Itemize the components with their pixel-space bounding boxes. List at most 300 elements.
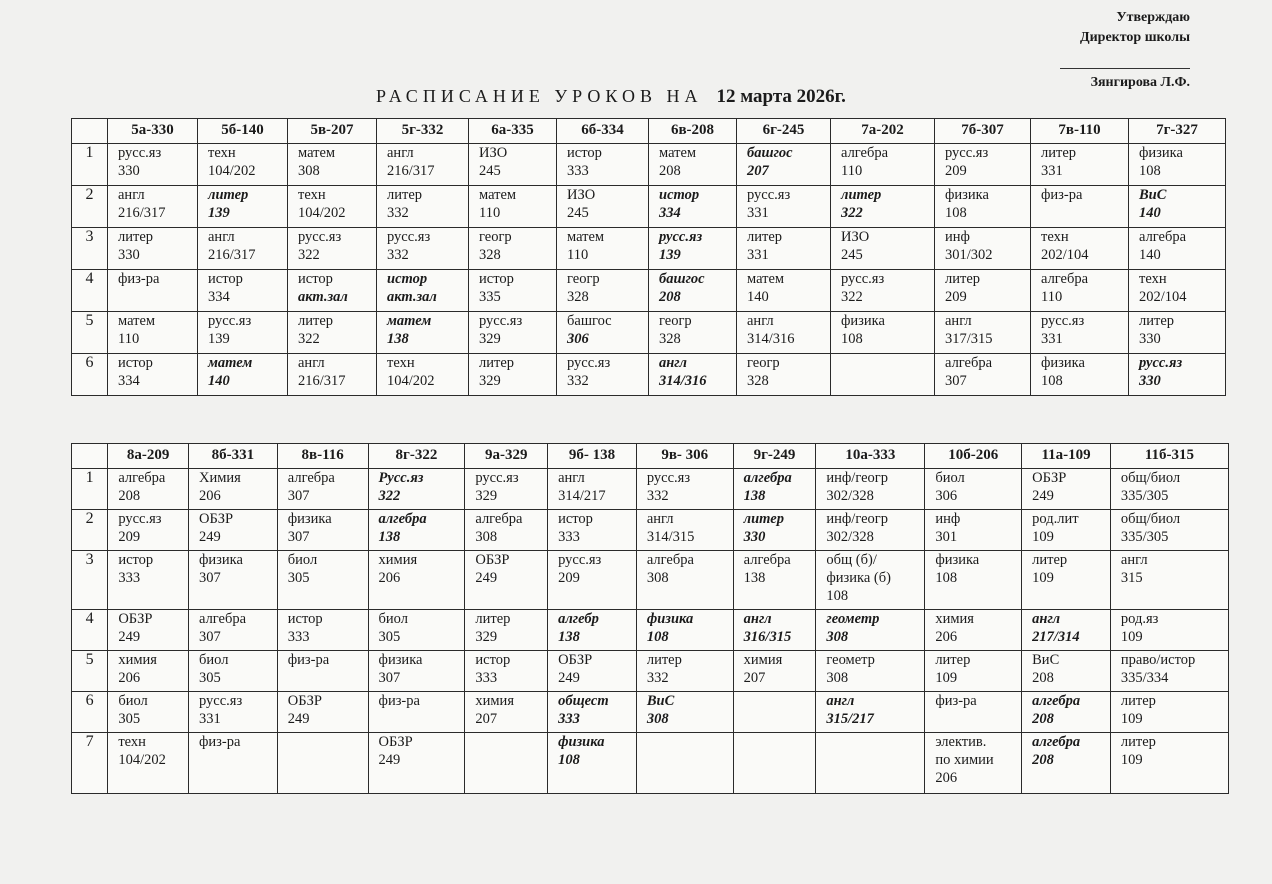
lesson-cell	[557, 312, 649, 354]
room-text: 140	[747, 289, 769, 305]
room-text: 335/305	[1120, 529, 1169, 545]
subject-text: англ	[826, 693, 855, 709]
lesson-cell	[816, 692, 925, 733]
table-row	[72, 510, 1229, 551]
lesson-cell	[1110, 551, 1228, 610]
room-text: 109	[1120, 711, 1143, 727]
lesson-cell	[649, 312, 737, 354]
class-header: 5в-207	[288, 119, 377, 144]
lesson-cell	[831, 354, 935, 396]
room-text: 140	[208, 373, 230, 389]
lesson-cell	[1129, 270, 1226, 312]
corner-cell	[72, 119, 108, 144]
room-text: 139	[208, 205, 230, 221]
room-text: 108	[841, 331, 863, 347]
lesson-cell	[925, 469, 1022, 510]
room-text: 301/302	[945, 247, 993, 263]
room-text: 110	[118, 331, 140, 347]
subject-text: ОБЗР	[199, 511, 234, 527]
room-text: 331	[1041, 331, 1063, 347]
subject-text: алгебра	[743, 552, 791, 568]
room-text: 335/305	[1120, 488, 1169, 504]
lesson-cell	[737, 144, 831, 186]
subject-text: физ-ра	[118, 271, 160, 287]
lesson-number: 4	[72, 270, 108, 312]
table-2-header-row	[72, 444, 1229, 469]
approval-line-2: Директор школы	[1079, 30, 1190, 45]
class-header: 9б- 138	[548, 444, 637, 469]
room-text: 305	[287, 570, 310, 586]
room-text: 334	[118, 373, 140, 389]
subject-text: физика	[378, 652, 423, 668]
lesson-cell	[277, 510, 368, 551]
room-text: 302/328	[826, 529, 874, 545]
room-text: 314/316	[747, 331, 795, 347]
room-text: 332	[646, 488, 669, 504]
lesson-cell	[737, 312, 831, 354]
subject-text: башгос	[659, 271, 705, 287]
lesson-cell	[636, 551, 733, 610]
room-text: 329	[475, 629, 498, 645]
lesson-cell	[465, 510, 548, 551]
subject-text: инф	[935, 511, 961, 527]
lesson-cell	[198, 270, 288, 312]
room-text: 330	[1139, 373, 1161, 389]
lesson-cell	[733, 469, 816, 510]
subject-text: физ-ра	[935, 693, 977, 709]
subject-text: техн	[387, 355, 415, 371]
lesson-cell	[288, 186, 377, 228]
room-text: физика (б)	[826, 570, 891, 586]
subject-text: русс.яз	[945, 145, 989, 161]
lesson-cell	[108, 551, 189, 610]
lesson-number: 6	[72, 354, 108, 396]
room-text: 330	[118, 247, 140, 263]
lesson-cell	[548, 469, 637, 510]
lesson-cell	[288, 228, 377, 270]
lesson-number: 5	[72, 312, 108, 354]
room-text: 322	[841, 205, 863, 221]
lesson-cell	[1022, 551, 1111, 610]
subject-text: русс.яз	[479, 313, 523, 329]
room-text: 335	[479, 289, 501, 305]
subject-text: химия	[935, 611, 974, 627]
subject-text: русс.яз	[659, 229, 703, 245]
subject-text: алгебра	[646, 552, 694, 568]
lesson-cell	[368, 733, 465, 794]
subject-text: ВиС	[1032, 652, 1060, 668]
lesson-cell	[1031, 144, 1129, 186]
lesson-cell	[649, 270, 737, 312]
room-text: 138	[387, 331, 409, 347]
subject-text: биол	[118, 693, 148, 709]
lesson-cell	[368, 510, 465, 551]
lesson-number: 3	[72, 551, 108, 610]
lesson-cell	[816, 510, 925, 551]
schedule-table-1	[71, 118, 1226, 396]
subject-text: англ	[659, 355, 687, 371]
subject-text: ВиС	[646, 693, 675, 709]
lesson-cell	[465, 733, 548, 794]
room-text: 110	[1041, 289, 1063, 305]
lesson-cell	[469, 312, 557, 354]
lesson-cell	[288, 270, 377, 312]
subject-text: литер	[935, 652, 971, 668]
subject-text: матем	[479, 187, 517, 203]
class-header: 10а-333	[816, 444, 925, 469]
class-header: 9г-249	[733, 444, 816, 469]
subject-text: физика	[199, 552, 243, 568]
room-text: 139	[659, 247, 681, 263]
room-text: 334	[659, 205, 681, 221]
subject-text: физика	[1139, 145, 1183, 161]
subject-text: литер	[1032, 552, 1068, 568]
lesson-cell	[189, 469, 278, 510]
room-text: 140	[1139, 205, 1161, 221]
lesson-cell	[737, 354, 831, 396]
class-header: 8г-322	[368, 444, 465, 469]
subject-text: ИЗО	[841, 229, 870, 245]
lesson-number: 7	[72, 733, 108, 794]
lesson-cell	[816, 469, 925, 510]
room-text: 109	[1032, 570, 1054, 586]
lesson-cell	[108, 610, 189, 651]
lesson-cell	[636, 469, 733, 510]
lesson-cell	[108, 186, 198, 228]
room-text: 202/104	[1041, 247, 1089, 263]
lesson-cell	[1031, 354, 1129, 396]
room-text: 322	[841, 289, 863, 305]
lesson-cell	[108, 469, 189, 510]
lesson-cell	[831, 186, 935, 228]
subject-text: род.яз	[1120, 611, 1159, 627]
room-text: 209	[558, 570, 580, 586]
lesson-cell	[108, 144, 198, 186]
lesson-cell	[277, 610, 368, 651]
class-header: 7б-307	[935, 119, 1031, 144]
subject-text: алгебра	[287, 470, 335, 486]
subject-text: русс.яз	[646, 470, 691, 486]
subject-text: русс.яз	[475, 470, 519, 486]
subject-text: русс.яз	[118, 145, 162, 161]
lesson-cell	[189, 610, 278, 651]
lesson-cell	[925, 733, 1022, 794]
room-text: 110	[567, 247, 589, 263]
lesson-cell	[469, 228, 557, 270]
class-header: 7в-110	[1031, 119, 1129, 144]
lesson-cell	[288, 354, 377, 396]
room-text: 216/317	[298, 373, 346, 389]
lesson-cell	[831, 312, 935, 354]
class-header: 11б-315	[1110, 444, 1228, 469]
lesson-cell	[198, 144, 288, 186]
table-row	[72, 228, 1226, 270]
subject-text: матем	[298, 145, 336, 161]
subject-text: физ-ра	[199, 734, 241, 750]
room-text: 333	[558, 529, 580, 545]
room-text: 333	[118, 570, 141, 586]
subject-text: общ (б)/	[826, 552, 877, 568]
room-text: 138	[558, 629, 580, 645]
lesson-cell	[198, 312, 288, 354]
room-text: 306	[935, 488, 958, 504]
room-text: 104/202	[298, 205, 346, 221]
room-text: 249	[378, 752, 401, 768]
room-text: 331	[747, 247, 769, 263]
room-text: 216/317	[208, 247, 256, 263]
lesson-cell	[925, 692, 1022, 733]
subject-text: литер	[747, 229, 783, 245]
room-text: акт.зал	[298, 289, 348, 305]
room-text: по химии	[935, 752, 994, 768]
subject-text: русс.яз	[387, 229, 431, 245]
lesson-number: 3	[72, 228, 108, 270]
subject-text: русс.яз	[567, 355, 611, 371]
lesson-cell	[288, 312, 377, 354]
subject-text: алгебра	[378, 511, 427, 527]
room-text: 322	[298, 331, 320, 347]
subject-text: алгебра	[1032, 693, 1081, 709]
subject-text: геогр	[747, 355, 780, 371]
lesson-cell	[1031, 270, 1129, 312]
lesson-cell	[377, 270, 469, 312]
room-text: 249	[199, 529, 221, 545]
table-row	[72, 354, 1226, 396]
subject-text: общест	[558, 693, 609, 709]
subject-text: башгос	[567, 313, 612, 329]
lesson-cell	[816, 610, 925, 651]
lesson-cell	[377, 186, 469, 228]
lesson-cell	[1110, 651, 1228, 692]
room-text: 216/317	[118, 205, 166, 221]
room-text: 308	[646, 570, 669, 586]
room-text: 333	[287, 629, 310, 645]
room-text: 333	[567, 163, 589, 179]
room-text: 307	[378, 670, 401, 686]
room-text: 140	[1139, 247, 1161, 263]
lesson-cell	[108, 312, 198, 354]
subject-text: электив.	[935, 734, 987, 750]
lesson-cell	[465, 551, 548, 610]
lesson-cell	[377, 312, 469, 354]
room-text: 322	[378, 488, 401, 504]
subject-text: ИЗО	[479, 145, 508, 161]
table-row	[72, 312, 1226, 354]
subject-text: русс.яз	[1139, 355, 1183, 371]
lesson-cell	[816, 551, 925, 610]
room-text: 138	[743, 570, 766, 586]
subject-text: общ/биол	[1120, 470, 1181, 486]
subject-text: химия	[743, 652, 783, 668]
room-text: 109	[1032, 529, 1054, 545]
room-text: 335/334	[1120, 670, 1169, 686]
lesson-cell	[368, 651, 465, 692]
subject-text: физика	[945, 187, 989, 203]
room-text: 305	[118, 711, 141, 727]
lesson-cell	[733, 610, 816, 651]
room-text: 110	[841, 163, 863, 179]
lesson-cell	[108, 228, 198, 270]
room-text: 334	[208, 289, 230, 305]
subject-text: русс.яз	[298, 229, 342, 245]
room-text: акт.зал	[387, 289, 437, 305]
room-text: 208	[1032, 711, 1054, 727]
room-text: 306	[567, 331, 589, 347]
room-text: 328	[747, 373, 769, 389]
subject-text: башгос	[747, 145, 793, 161]
room-text: 245	[479, 163, 501, 179]
subject-text: англ	[118, 187, 145, 203]
table-1-body	[72, 144, 1226, 396]
subject-text: алгебра	[475, 511, 523, 527]
lesson-cell	[925, 651, 1022, 692]
subject-text: Химия	[199, 470, 241, 486]
lesson-cell	[377, 354, 469, 396]
subject-text: русс.яз	[208, 313, 252, 329]
lesson-cell	[1110, 469, 1228, 510]
room-text: 249	[558, 670, 580, 686]
lesson-cell	[189, 551, 278, 610]
page-title	[376, 86, 846, 108]
room-text: 249	[287, 711, 310, 727]
room-text: 249	[1032, 488, 1054, 504]
lesson-cell	[935, 354, 1031, 396]
lesson-cell	[1129, 312, 1226, 354]
room-text: 308	[826, 670, 849, 686]
lesson-cell	[1129, 228, 1226, 270]
lesson-cell	[1110, 733, 1228, 794]
room-text: 308	[298, 163, 320, 179]
room-text: 301	[935, 529, 958, 545]
room-text: 331	[747, 205, 769, 221]
subject-text: матем	[387, 313, 432, 329]
room-text: 245	[567, 205, 589, 221]
lesson-cell	[277, 469, 368, 510]
lesson-cell	[198, 228, 288, 270]
lesson-cell	[636, 733, 733, 794]
room-text: 207	[475, 711, 498, 727]
lesson-cell	[469, 186, 557, 228]
room-text: 249	[118, 629, 141, 645]
lesson-cell	[189, 733, 278, 794]
room-text: 329	[475, 488, 498, 504]
subject-text: истор	[118, 552, 154, 568]
room-text: 206	[118, 670, 141, 686]
subject-text: алгебра	[841, 145, 889, 161]
lesson-cell	[733, 651, 816, 692]
subject-text: физика	[558, 734, 605, 750]
subject-text: химия	[118, 652, 157, 668]
subject-text: литер	[475, 611, 511, 627]
subject-text: биол	[287, 552, 318, 568]
subject-text: физика	[287, 511, 332, 527]
lesson-cell	[377, 228, 469, 270]
subject-text: химия	[378, 552, 418, 568]
subject-text: англ	[298, 355, 325, 371]
corner-cell	[72, 444, 108, 469]
lesson-cell	[108, 651, 189, 692]
lesson-cell	[935, 144, 1031, 186]
lesson-cell	[831, 270, 935, 312]
lesson-cell	[636, 610, 733, 651]
lesson-cell	[277, 692, 368, 733]
room-text: 308	[646, 711, 669, 727]
subject-text: литер	[945, 271, 981, 287]
room-text: 331	[199, 711, 221, 727]
subject-text: истор	[208, 271, 243, 287]
subject-text: англ	[208, 229, 235, 245]
lesson-cell	[733, 692, 816, 733]
subject-text: англ	[1120, 552, 1148, 568]
lesson-cell	[189, 692, 278, 733]
room-text: 308	[826, 629, 849, 645]
class-header: 8а-209	[108, 444, 189, 469]
class-header: 6в-208	[649, 119, 737, 144]
table-row	[72, 610, 1229, 651]
table-2-body	[72, 469, 1229, 794]
lesson-cell	[469, 354, 557, 396]
lesson-cell	[737, 186, 831, 228]
room-text: 328	[479, 247, 501, 263]
room-text: 307	[287, 488, 310, 504]
lesson-cell	[935, 270, 1031, 312]
room-text: 332	[567, 373, 589, 389]
lesson-cell	[548, 692, 637, 733]
lesson-number: 1	[72, 144, 108, 186]
room-text: 307	[199, 629, 221, 645]
subject-text: физ-ра	[287, 652, 330, 668]
subject-text: физика	[1041, 355, 1085, 371]
subject-text: физ-ра	[378, 693, 420, 709]
lesson-cell	[198, 186, 288, 228]
lesson-cell	[108, 354, 198, 396]
lesson-cell	[277, 733, 368, 794]
class-header: 5г-332	[377, 119, 469, 144]
subject-text: англ	[945, 313, 972, 329]
subject-text: биол	[378, 611, 408, 627]
lesson-cell	[925, 610, 1022, 651]
lesson-number: 4	[72, 610, 108, 651]
room-text: 209	[945, 163, 967, 179]
lesson-cell	[557, 144, 649, 186]
room-text: 216/317	[387, 163, 435, 179]
lesson-cell	[1022, 692, 1111, 733]
subject-text: инф	[945, 229, 970, 245]
subject-text: ОБЗР	[118, 611, 153, 627]
room-text: 333	[475, 670, 498, 686]
lesson-cell	[649, 354, 737, 396]
room-text: 208	[1032, 670, 1054, 686]
subject-text: англ	[646, 511, 674, 527]
class-header: 8б-331	[189, 444, 278, 469]
room-text: 206	[378, 570, 401, 586]
subject-text: алгебра	[1139, 229, 1187, 245]
room-text: 328	[567, 289, 589, 305]
room-text: 330	[1139, 331, 1161, 347]
subject-text: литер	[841, 187, 882, 203]
subject-text: литер	[387, 187, 423, 203]
subject-text: техн	[208, 145, 236, 161]
subject-text: русс.яз	[747, 187, 791, 203]
subject-text: матем	[747, 271, 785, 287]
room-text: 332	[387, 205, 409, 221]
room-text: 329	[479, 373, 501, 389]
room-text: 138	[378, 529, 401, 545]
lesson-cell	[277, 551, 368, 610]
lesson-cell	[548, 551, 637, 610]
subject-text: алгебр	[558, 611, 599, 627]
lesson-number: 2	[72, 510, 108, 551]
